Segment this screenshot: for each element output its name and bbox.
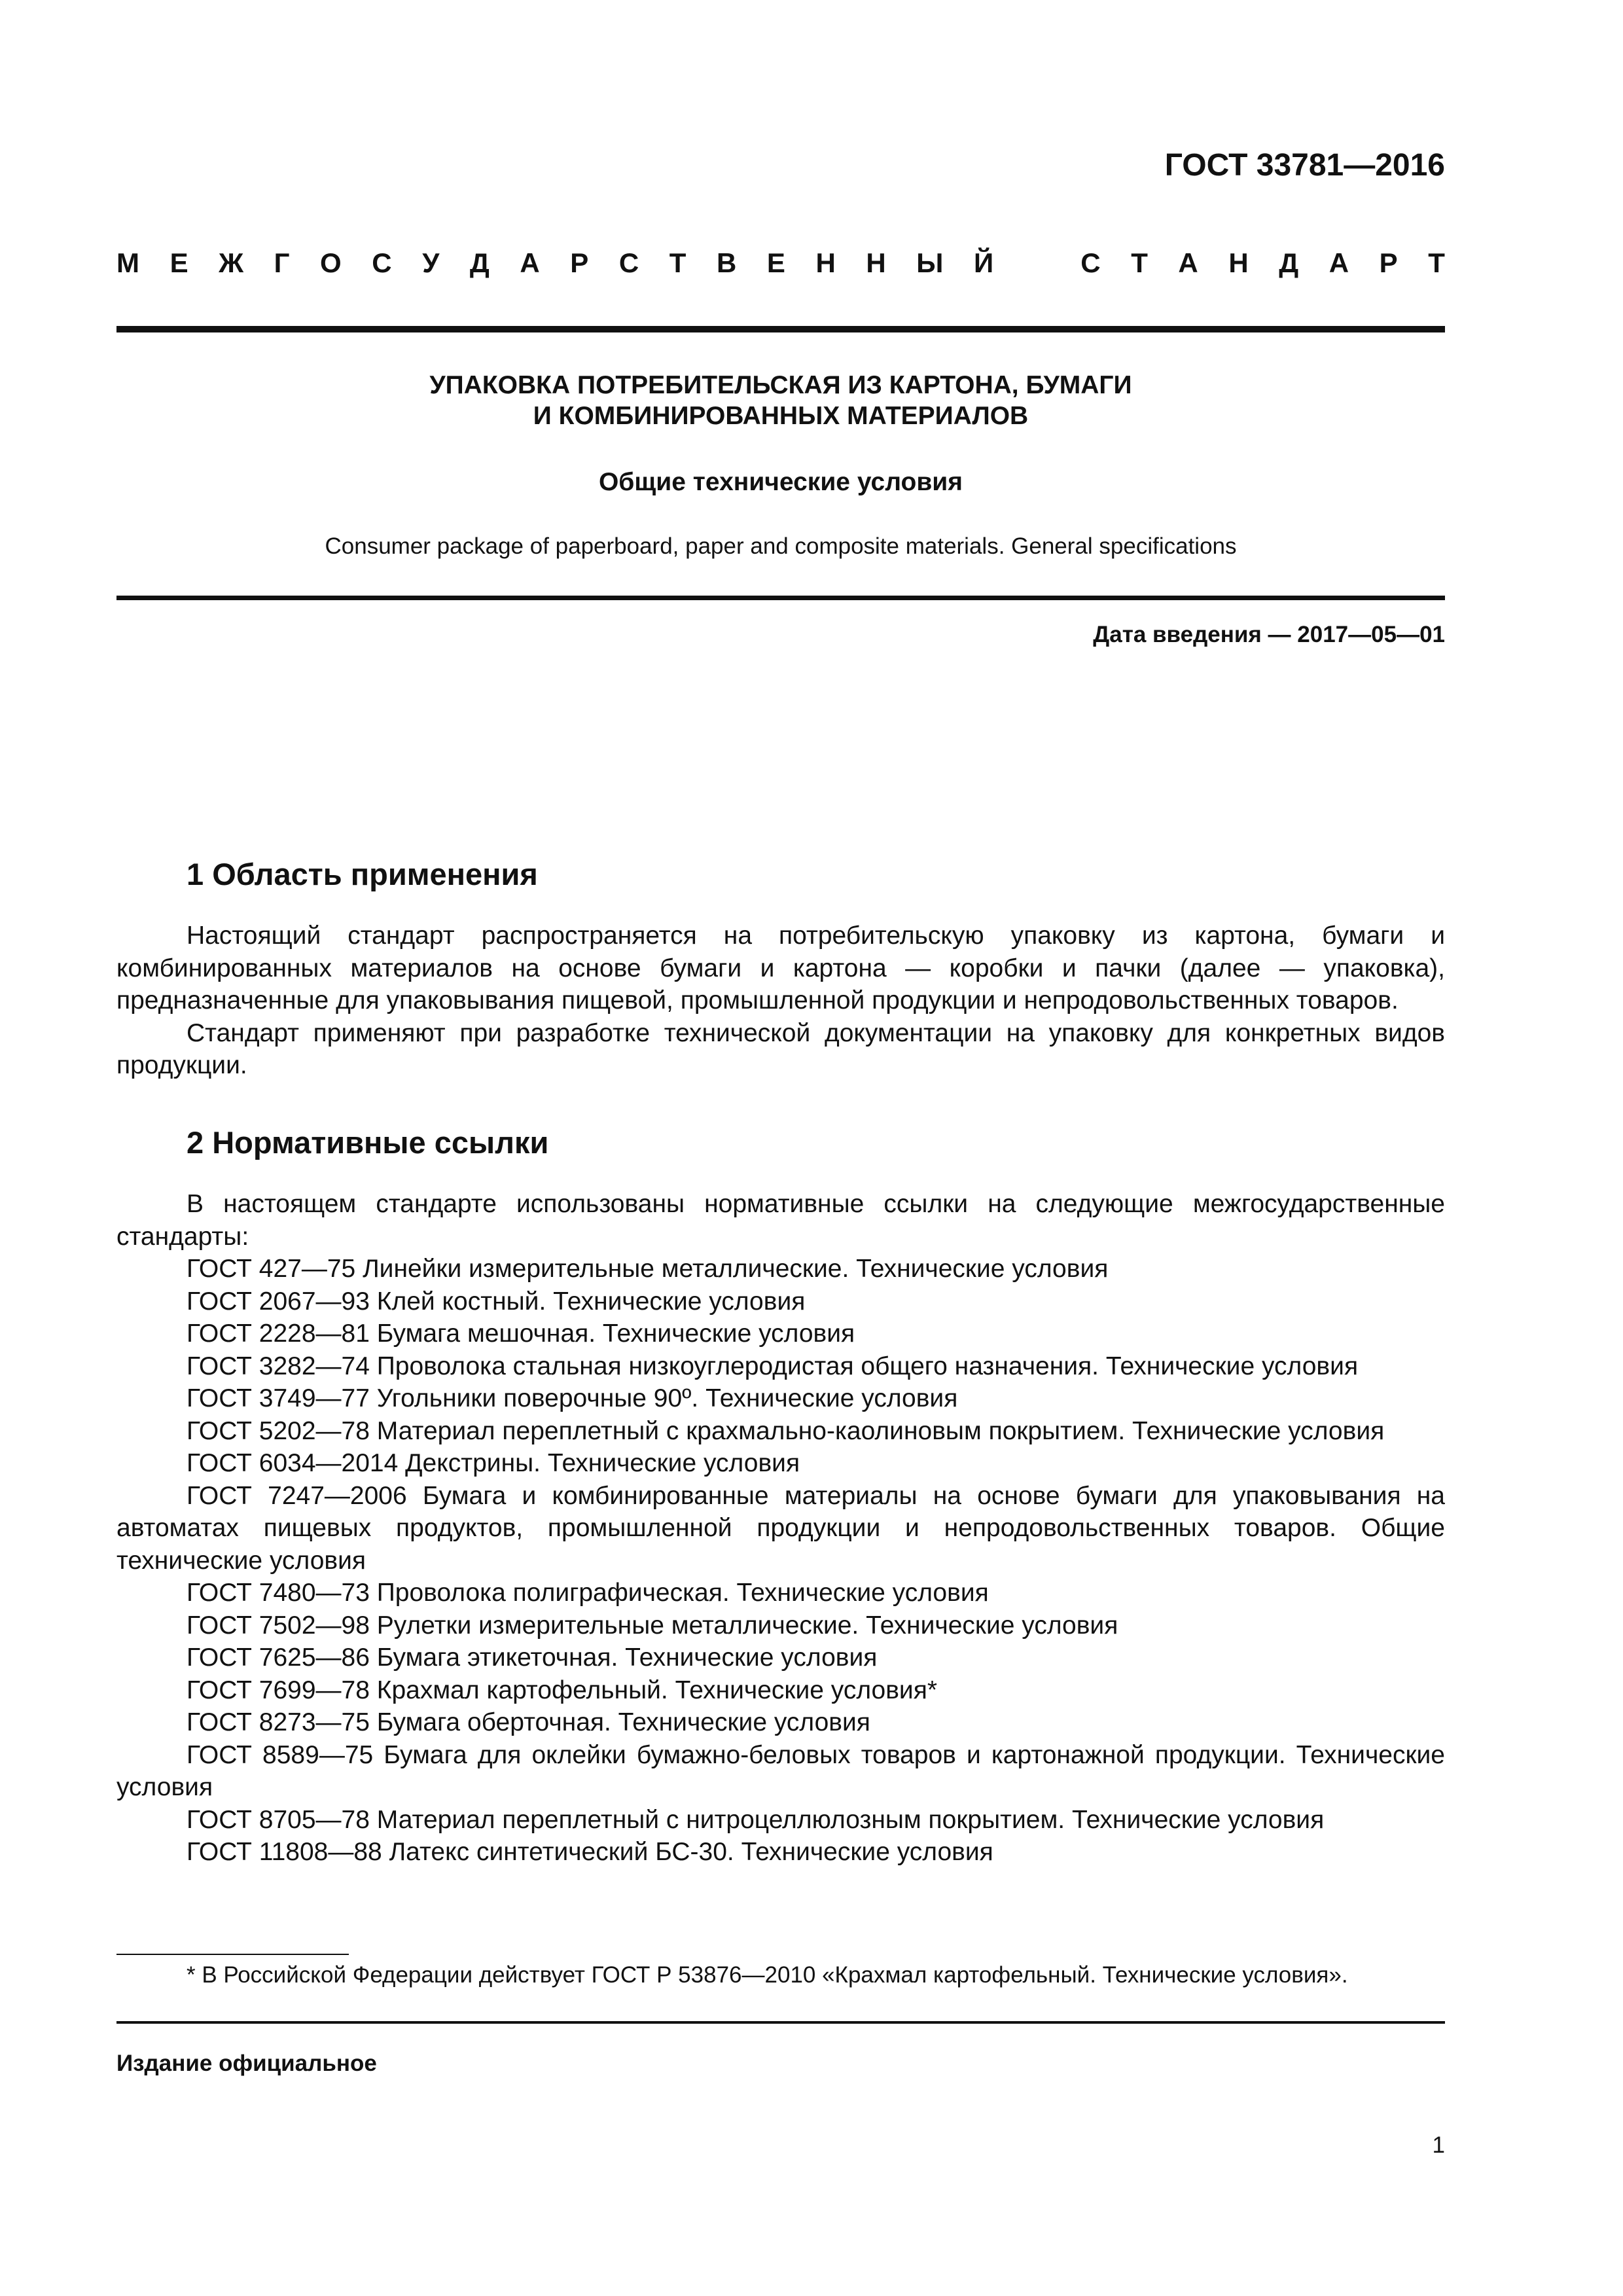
banner-letter: С [618,247,639,278]
reference-item: ГОСТ 5202—78 Материал переплетный с крахмально-каолиновым покрытием. Технические условия [187,1416,1385,1445]
banner-letter: В [716,247,737,278]
banner-letter: А [520,247,540,278]
section-1-heading: 1 Область применения [187,857,538,891]
title-line-2: И КОМБИНИРОВАННЫХ МАТЕРИАЛОВ [533,402,1029,430]
reference-item: ГОСТ 8705—78 Материал переплетный с нитроцеллюлозным покрытием. Технические условия [187,1805,1325,1834]
reference-item: ГОСТ 11808—88 Латекс синтетический БС-30. Технические условия [187,1838,993,1866]
introduction-date: Дата введения — 2017—05—01 [1093,622,1445,647]
reference-item: ГОСТ 2067—93 Клей костный. Технические условия [187,1287,806,1316]
title-line-1: УПАКОВКА ПОТРЕБИТЕЛЬСКАЯ ИЗ КАРТОНА, БУМАГИ [429,371,1132,399]
section-1-paragraph: Настоящий стандарт распространяется на потребительскую упаковку из картона, бумаги и комбинированных материалов на основе бумаги и картона — коробки и пачки (далее — упаковка), предназначенные для упаковывания пищевой, промышленной продукции и непродовольственных товаров. [116,922,1445,1014]
reference-item: ГОСТ 6034—2014 Декстрины. Технические условия [187,1449,800,1477]
standard-number: ГОСТ 33781—2016 [1164,148,1445,183]
section-2-heading: 2 Нормативные ссылки [187,1125,549,1160]
footnote-separator [116,1954,349,1955]
banner-letter: Т [1131,247,1148,278]
banner-letter: Н [866,247,886,278]
header-rule [116,326,1445,332]
reference-item: ГОСТ 3282—74 Проволока стальная низкоуглеродистая общего назначения. Технические условия [187,1352,1359,1380]
banner-letter: О [320,247,342,278]
footer-rule [116,2021,1445,2024]
banner-letter: С [372,247,392,278]
banner-letter: Г [274,247,290,278]
section-2-intro: В настоящем стандарте использованы нормативные ссылки на следующие межгосударственные стандарты: [116,1190,1445,1251]
official-edition-label: Издание официальное [116,2051,377,2076]
banner-letter: Е [766,247,785,278]
banner-letter: Т [669,247,687,278]
banner-letter: Т [1428,247,1445,278]
banner-letter: Р [1379,247,1398,278]
reference-item: ГОСТ 8273—75 Бумага оберточная. Технические условия [187,1708,870,1736]
section-2-body [116,1188,1445,1869]
reference-item: ГОСТ 3749—77 Угольники поверочные 90º. Технические условия [187,1384,958,1412]
english-title: Consumer package of paperboard, paper and composite materials. General specifications [325,533,1237,559]
document-title [116,370,1445,431]
banner-letter: Ж [219,247,244,278]
banner-letter: М [116,247,139,278]
title-rule [116,596,1445,600]
banner-letter: Ы [916,247,944,278]
reference-item: ГОСТ 7699—78 Крахмал картофельный. Технические условия* [187,1676,938,1704]
reference-item: ГОСТ 7502—98 Рулетки измерительные металлические. Технические условия [187,1611,1118,1640]
reference-item: ГОСТ 2228—81 Бумага мешочная. Технические условия [187,1319,855,1348]
section-1-body [116,920,1445,1082]
banner-letter: Н [1228,247,1249,278]
banner-letter: Д [1279,247,1299,278]
reference-item: ГОСТ 427—75 Линейки измерительные металлические. Технические условия [187,1255,1109,1283]
footnote: * В Российской Федерации действует ГОСТ Р 53876—2010 «Крахмал картофельный. Технические условия». [187,1962,1348,1988]
reference-item: ГОСТ 8589—75 Бумага для оклейки бумажно-беловых товаров и картонажной продукции. Технические условия [116,1740,1445,1801]
banner-letter: С [1080,247,1101,278]
banner-letter: Е [169,247,188,278]
banner-letter: А [1329,247,1349,278]
banner-gap [1024,247,1050,279]
page-number: 1 [1432,2132,1445,2158]
banner-letter: А [1178,247,1198,278]
section-1-paragraph: Стандарт применяют при разработке технической документации на упаковку для конкретных видов продукции. [116,1018,1445,1079]
banner-letter: Р [570,247,589,278]
banner-letter: У [422,247,440,278]
banner-letter: Д [469,247,490,278]
document-subtitle: Общие технические условия [598,468,963,496]
banner-letter: Н [815,247,836,278]
interstate-standard-banner [116,247,1445,279]
reference-item: ГОСТ 7247—2006 Бумага и комбинированные материалы на основе бумаги для упаковывания на автоматах пищевых продуктов, промышленной продукции и непродовольственных товаров. Общие технические условия [116,1481,1445,1575]
reference-item: ГОСТ 7480—73 Проволока полиграфическая. Технические условия [187,1579,989,1607]
banner-letter: Й [973,247,994,278]
reference-item: ГОСТ 7625—86 Бумага этикеточная. Технические условия [187,1643,878,1672]
